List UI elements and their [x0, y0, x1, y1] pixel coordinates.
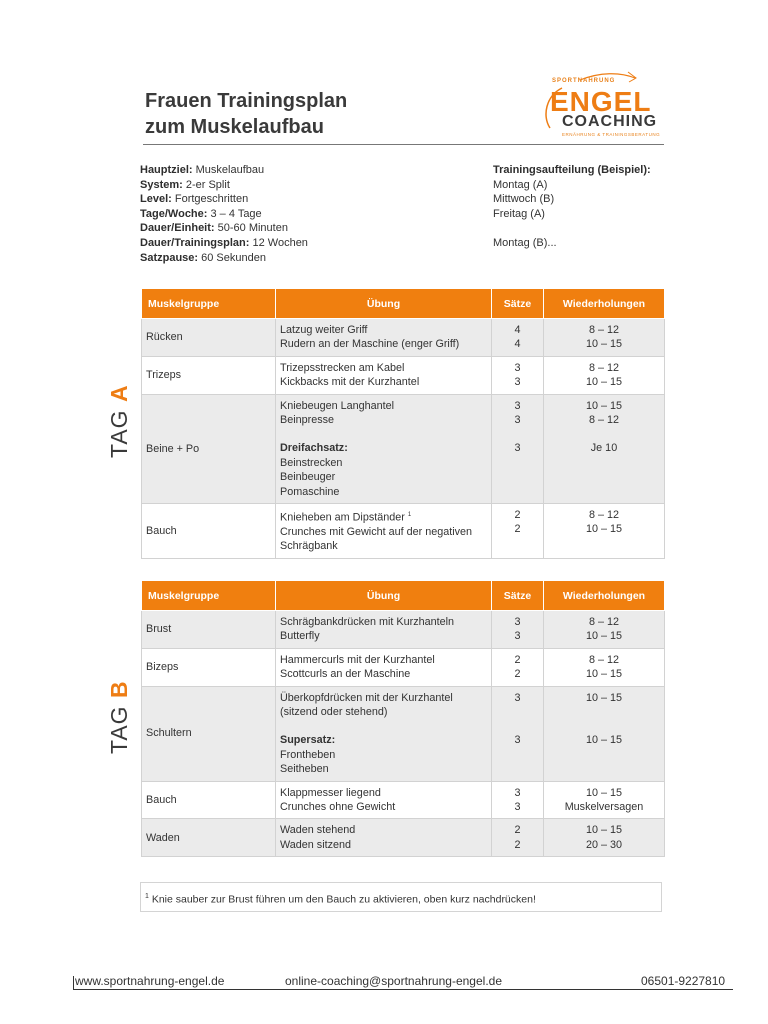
- reps-cell: 8 – 12 10 – 15: [544, 504, 665, 559]
- muscle-group: Bizeps: [142, 648, 276, 686]
- plan-info: [140, 163, 308, 265]
- logo-tagline: ERNÄHRUNG & TRAININGSBERATUNG: [562, 132, 661, 137]
- reps-cell: 10 – 15 8 – 12 Je 10: [544, 394, 665, 503]
- day-a-label: TAG A: [106, 384, 132, 458]
- exercise-cell: Trizepsstrecken am Kabel Kickbacks mit der Kurzhantel: [276, 356, 492, 394]
- reps-cell: 8 – 12 10 – 15: [544, 356, 665, 394]
- info-duration-session: Dauer/Einheit: 50-60 Minuten: [140, 222, 288, 235]
- exercise-cell: Waden stehend Waden sitzend: [276, 819, 492, 857]
- table-row: [142, 319, 665, 357]
- col-header-group: Muskelgruppe: [142, 581, 276, 611]
- day-b-table: [141, 580, 665, 857]
- exercise-cell: Schrägbankdrücken mit Kurzhanteln Butterfly: [276, 611, 492, 649]
- col-header-group: Muskelgruppe: [142, 289, 276, 319]
- footer-divider: [73, 989, 733, 990]
- title-line-1: Frauen Trainingsplan: [145, 90, 348, 112]
- reps-cell: 8 – 12 10 – 15: [544, 319, 665, 357]
- table-row: [142, 781, 665, 819]
- logo-main-text: ENGEL: [550, 86, 652, 117]
- day-b-label: TAG B: [106, 680, 132, 754]
- muscle-group: Schultern: [142, 686, 276, 781]
- table-row: [142, 394, 665, 503]
- table-row: [142, 819, 665, 857]
- sets-cell: 2 2: [492, 819, 544, 857]
- sets-cell: 4 4: [492, 319, 544, 357]
- table-row: [142, 686, 665, 781]
- table-row: [142, 356, 665, 394]
- footer-phone: 06501-9227810: [641, 974, 726, 988]
- split-info: [493, 163, 651, 251]
- col-header-exercise: Übung: [276, 581, 492, 611]
- muscle-group: Brust: [142, 611, 276, 649]
- sets-cell: 2 2: [492, 504, 544, 559]
- info-days-per-week: Tage/Woche: 3 – 4 Tage: [140, 207, 262, 220]
- sets-cell: 3 3: [492, 781, 544, 819]
- split-line: Montag (A): [493, 178, 548, 191]
- engel-coaching-logo: [540, 58, 662, 144]
- sets-cell: 3 3 3: [492, 394, 544, 503]
- col-header-exercise: Übung: [276, 289, 492, 319]
- exercise-cell: Kniebeugen Langhantel Beinpresse Dreifachsatz: Beinstrecken Beinbeuger Pomaschine: [276, 394, 492, 503]
- col-header-sets: Sätze: [492, 581, 544, 611]
- info-rest: Satzpause: 60 Sekunden: [140, 251, 266, 264]
- header-rule: [143, 144, 664, 145]
- exercise-cell: Knieheben am Dipständer $^1$ Crunches mit Gewicht auf der negativen Schrägbank: [276, 504, 492, 559]
- info-level: Level: Fortgeschritten: [140, 193, 249, 206]
- reps-cell: 10 – 15 20 – 30: [544, 819, 665, 857]
- sets-cell: 3 3: [492, 611, 544, 649]
- reps-cell: 8 – 12 10 – 15: [544, 648, 665, 686]
- split-title: Trainingsaufteilung (Beispiel):: [493, 164, 651, 176]
- reps-cell: 10 – 15 10 – 15: [544, 686, 665, 781]
- muscle-group: Waden: [142, 819, 276, 857]
- footer-website[interactable]: www.sportnahrung-engel.de: [75, 974, 225, 988]
- day-a-table: [141, 288, 665, 559]
- muscle-group: Rücken: [142, 319, 276, 357]
- col-header-sets: Sätze: [492, 289, 544, 319]
- table-row: [142, 611, 665, 649]
- logo-top-text: SPORTNAHRUNG: [552, 78, 616, 84]
- reps-cell: 8 – 12 10 – 15: [544, 611, 665, 649]
- col-header-reps: Wiederholungen: [544, 289, 665, 319]
- exercise-cell: Klappmesser liegend Crunches ohne Gewicht: [276, 781, 492, 819]
- muscle-group: Beine + Po: [142, 394, 276, 503]
- muscle-group: Bauch: [142, 504, 276, 559]
- split-line: Freitag (A): [493, 207, 545, 220]
- split-line: Montag (B)...: [493, 236, 557, 249]
- page-title: [145, 88, 347, 140]
- sets-cell: 3 3: [492, 686, 544, 781]
- reps-cell: 10 – 15 Muskelversagen: [544, 781, 665, 819]
- exercise-cell: Überkopfdrücken mit der Kurzhantel (sitzend oder stehend) Supersatz: Frontheben Seitheben: [276, 686, 492, 781]
- table-row: [142, 504, 665, 559]
- table-row: [142, 648, 665, 686]
- exercise-cell: Hammercurls mit der Kurzhantel Scottcurls an der Maschine: [276, 648, 492, 686]
- info-duration-plan: Dauer/Trainingsplan: 12 Wochen: [140, 236, 308, 249]
- muscle-group: Trizeps: [142, 356, 276, 394]
- sets-cell: 3 3: [492, 356, 544, 394]
- col-header-reps: Wiederholungen: [544, 581, 665, 611]
- sets-cell: 2 2: [492, 648, 544, 686]
- split-line: Mittwoch (B): [493, 193, 555, 206]
- title-line-2: zum Muskelaufbau: [145, 116, 324, 138]
- muscle-group: Bauch: [142, 781, 276, 819]
- info-system: System: 2-er Split: [140, 178, 230, 191]
- info-goal: Hauptziel: Muskelaufbau: [140, 164, 265, 176]
- exercise-cell: Latzug weiter Griff Rudern an der Maschine (enger Griff): [276, 319, 492, 357]
- footer-email[interactable]: online-coaching@sportnahrung-engel.de: [285, 974, 502, 988]
- footnote: $^1$ Knie sauber zur Brust führen um den Bauch zu aktivieren, oben kurz nachdrücken!: [140, 882, 662, 912]
- logo-sub-text: COACHING: [562, 113, 658, 130]
- footer-corner: [73, 976, 74, 990]
